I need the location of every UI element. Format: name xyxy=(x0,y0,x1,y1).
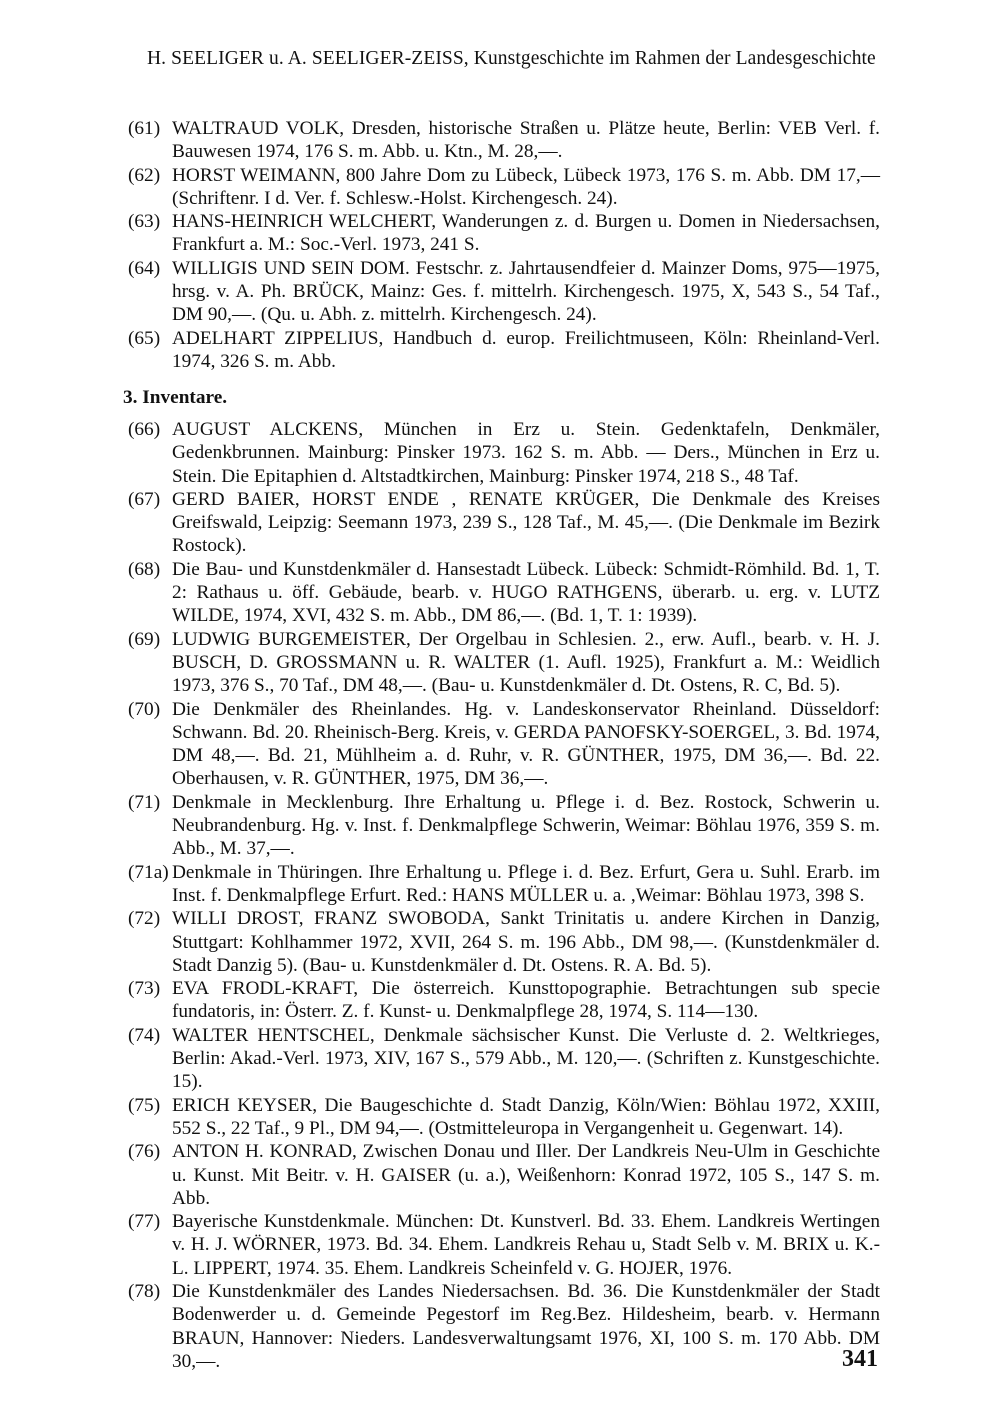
bibliography-list-inventare xyxy=(128,418,880,1373)
bibliography-entry xyxy=(128,977,880,1024)
entry-text: WILLI DROST, FRANZ SWOBODA, Sankt Trinitatis u. andere Kirchen in Danzig, Stuttgart: Kohlhammer 1972, XVII, 264 S. m. 196 Abb., DM 98,—. (Kunstdenkmäler d. Stadt Danzig 5). (Bau- u. Kunstdenkmäler d. Dt. Ostens. R. A. Bd. 5). xyxy=(172,908,880,976)
entry-number: (71a) xyxy=(128,861,169,883)
entry-text: Bayerische Kunstdenkmale. München: Dt. Kunstverl. Bd. 33. Ehem. Landkreis Wertingen v. H. J. WÖRNER, 1973. Bd. 34. Ehem. Landkreis Rehau u, Stadt Selb v. M. BRIX u. K.-L. LIPPERT, 1974. 35. Ehem. Landkreis Scheinfeld v. G. HOJER, 1976. xyxy=(172,1211,880,1279)
entry-number: (61) xyxy=(128,118,161,139)
entry-text: LUDWIG BURGEMEISTER, Der Orgelbau in Schlesien. 2., erw. Aufl., bearb. v. H. J. BUSCH, D. GROSSMANN u. R. WALTER (1. Aufl. 1925), Frankfurt a. M.: Weidlich 1973, 376 S., 70 Taf., DM 48,—. (Bau- u. Kunstdenkmäler d. Dt. Ostens, R. C, Bd. 5). xyxy=(172,628,880,697)
bibliography-entry xyxy=(128,327,880,374)
entry-text: HANS-HEINRICH WELCHERT, Wanderungen z. d. Burgen u. Domen in Niedersachsen, Frankfurt a. M.: Soc.-Verl. 1973, 241 S. xyxy=(172,211,880,256)
entry-number: (77) xyxy=(128,1211,161,1233)
bibliography-entry xyxy=(128,1094,880,1141)
entry-text: WILLIGIS UND SEIN DOM. Festschr. z. Jahrtausendfeier d. Mainzer Doms, 975—1975, hrsg. v. A. Ph. BRÜCK, Mainz: Ges. f. mittelrh. Kirchengesch. 1975, X, 543 S., 54 Taf., DM 90,—. (Qu. u. Abh. z. mittelrh. Kirchengesch. 24). xyxy=(172,257,880,326)
bibliography-entry xyxy=(128,628,880,698)
bibliography-entry xyxy=(128,907,880,977)
bibliography-entry xyxy=(128,117,880,164)
entry-number: (73) xyxy=(128,978,161,1000)
bibliography-entry xyxy=(128,1280,880,1373)
bibliography-entry xyxy=(128,210,880,257)
entry-number: (71) xyxy=(128,791,161,813)
entry-text: AUGUST ALCKENS, München in Erz u. Stein. Gedenktafeln, Denkmäler, Gedenkbrunnen. Mainburg: Pinsker 1973. 162 S. m. Abb. — Ders., München in Erz u. Stein. Die Epitaphien d. Altstadtkirchen, Mainburg: Pinsker 1974, 218 S., 48 Taf. xyxy=(172,419,880,487)
entry-text: Die Kunstdenkmäler des Landes Niedersachsen. Bd. 36. Die Kunstdenkmäler der Stadt Bodenwerder u. d. Gemeinde Pegestorf im Reg.Bez. Hildesheim, bearb. v. Hermann BRAUN, Hannover: Nieders. Landesverwaltungsamt 1976, XI, 100 S. m. 170 Abb. DM 30,—. xyxy=(172,1280,880,1372)
entry-number: (67) xyxy=(128,488,161,510)
entry-number: (66) xyxy=(128,419,161,440)
running-head: H. SEELIGER u. A. SEELIGER-ZEISS, Kunstgeschichte im Rahmen der Landesgeschichte xyxy=(147,48,876,69)
entry-number: (76) xyxy=(128,1141,161,1163)
entry-number: (75) xyxy=(128,1094,161,1116)
bibliography-entry xyxy=(128,698,880,791)
bibliography-list-top xyxy=(128,117,880,373)
entry-number: (64) xyxy=(128,257,161,279)
entry-number: (78) xyxy=(128,1280,161,1302)
entry-number: (70) xyxy=(128,698,161,720)
entry-text: ADELHART ZIPPELIUS, Handbuch d. europ. Freilichtmuseen, Köln: Rheinland-Verl. 1974, 326 S. m. Abb. xyxy=(172,327,880,372)
entry-text: Die Denkmäler des Rheinlandes. Hg. v. Landeskonservator Rheinland. Düsseldorf: Schwann. Bd. 20. Rheinisch-Berg. Kreis, v. GERDA PANOFSKY-SOERGEL, 3. Bd. 1974, DM 48,—. Bd. 21, Mühlheim a. d. Ruhr, v. R. GÜNTHER, 1975, DM 36,—. Bd. 22. Oberhausen, v. R. GÜNTHER, 1975, DM 36,—. xyxy=(172,698,880,790)
entry-number: (72) xyxy=(128,908,161,930)
entry-number: (69) xyxy=(128,628,161,650)
entry-text: GERD BAIER, HORST ENDE , RENATE KRÜGER, Die Denkmale des Kreises Greifswald, Leipzig: Seemann 1973, 239 S., 128 Taf., M. 45,—. (Die Denkmale im Bezirk Rostock). xyxy=(172,488,880,557)
entry-text: Die Bau- und Kunstdenkmäler d. Hansestadt Lübeck. Lübeck: Schmidt-Römhild. Bd. 1, T. 2: Rathaus u. öff. Gebäude, bearb. v. HUGO RATHGENS, überarb. u. erg. v. LUTZ WILDE, 1974, XVI, 432 S. m. Abb., DM 86,—. (Bd. 1, T. 1: 1939). xyxy=(172,558,880,627)
entry-number: (74) xyxy=(128,1024,161,1046)
bibliography-entry xyxy=(128,1024,880,1094)
bibliography-entry xyxy=(128,1140,880,1210)
bibliography-entry xyxy=(128,164,880,211)
entry-text: HORST WEIMANN, 800 Jahre Dom zu Lübeck, Lübeck 1973, 176 S. m. Abb. DM 17,— (Schriftenr. I d. Ver. f. Schlesw.-Holst. Kirchengesch. 24). xyxy=(172,164,880,209)
bibliography-entry xyxy=(128,418,880,488)
entry-number: (65) xyxy=(128,327,161,349)
bibliography-entry xyxy=(128,861,880,908)
entry-text: Denkmale in Mecklenburg. Ihre Erhaltung u. Pflege i. d. Bez. Rostock, Schwerin u. Neubrandenburg. Hg. v. Inst. f. Denkmalpflege Schwerin, Weimar: Böhlau 1976, 359 S. m. Abb., M. 37,—. xyxy=(172,791,880,860)
entry-text: ANTON H. KONRAD, Zwischen Donau und Iller. Der Landkreis Neu-Ulm in Geschichte u. Kunst. Mit Beitr. v. H. GAISER (u. a.), Weißenhorn: Konrad 1972, 105 S., 147 S. m. Abb. xyxy=(172,1141,880,1209)
entry-text: EVA FRODL-KRAFT, Die österreich. Kunsttopographie. Betrachtungen sub specie fundatoris, in: Österr. Z. f. Kunst- u. Denkmalpflege 28, 1974, S. 114—130. xyxy=(172,978,880,1023)
section-heading: 3. Inventare. xyxy=(123,387,228,408)
page-number: 341 xyxy=(842,1346,878,1372)
entry-text: ERICH KEYSER, Die Baugeschichte d. Stadt Danzig, Köln/Wien: Böhlau 1972, XXIII, 552 S., 22 Taf., 9 Pl., DM 94,—. (Ostmitteleuropa in Vergangenheit u. Gegenwart. 14). xyxy=(172,1094,880,1139)
entry-text: WALTER HENTSCHEL, Denkmale sächsischer Kunst. Die Verluste d. 2. Weltkrieges, Berlin: Akad.-Verl. 1973, XIV, 167 S., 579 Abb., M. 120,—. (Schriften z. Kunstgeschichte. 15). xyxy=(172,1024,880,1093)
bibliography-entry xyxy=(128,257,880,327)
bibliography-entry xyxy=(128,1210,880,1280)
entry-number: (63) xyxy=(128,211,161,233)
bibliography-entry xyxy=(128,558,880,628)
entry-number: (62) xyxy=(128,164,161,186)
bibliography-entry xyxy=(128,791,880,861)
bibliography-entry xyxy=(128,488,880,558)
entry-text: WALTRAUD VOLK, Dresden, historische Straßen u. Plätze heute, Berlin: VEB Verl. f. Bauwesen 1974, 176 S. m. Abb. u. Ktn., M. 28,—. xyxy=(172,118,880,163)
entry-number: (68) xyxy=(128,558,161,580)
entry-text: Denkmale in Thüringen. Ihre Erhaltung u. Pflege i. d. Bez. Erfurt, Gera u. Suhl. Erarb. im Inst. f. Denkmalpflege Erfurt. Red.: HANS MÜLLER u. a. ,Weimar: Böhlau 1973, 398 S. xyxy=(172,861,880,906)
